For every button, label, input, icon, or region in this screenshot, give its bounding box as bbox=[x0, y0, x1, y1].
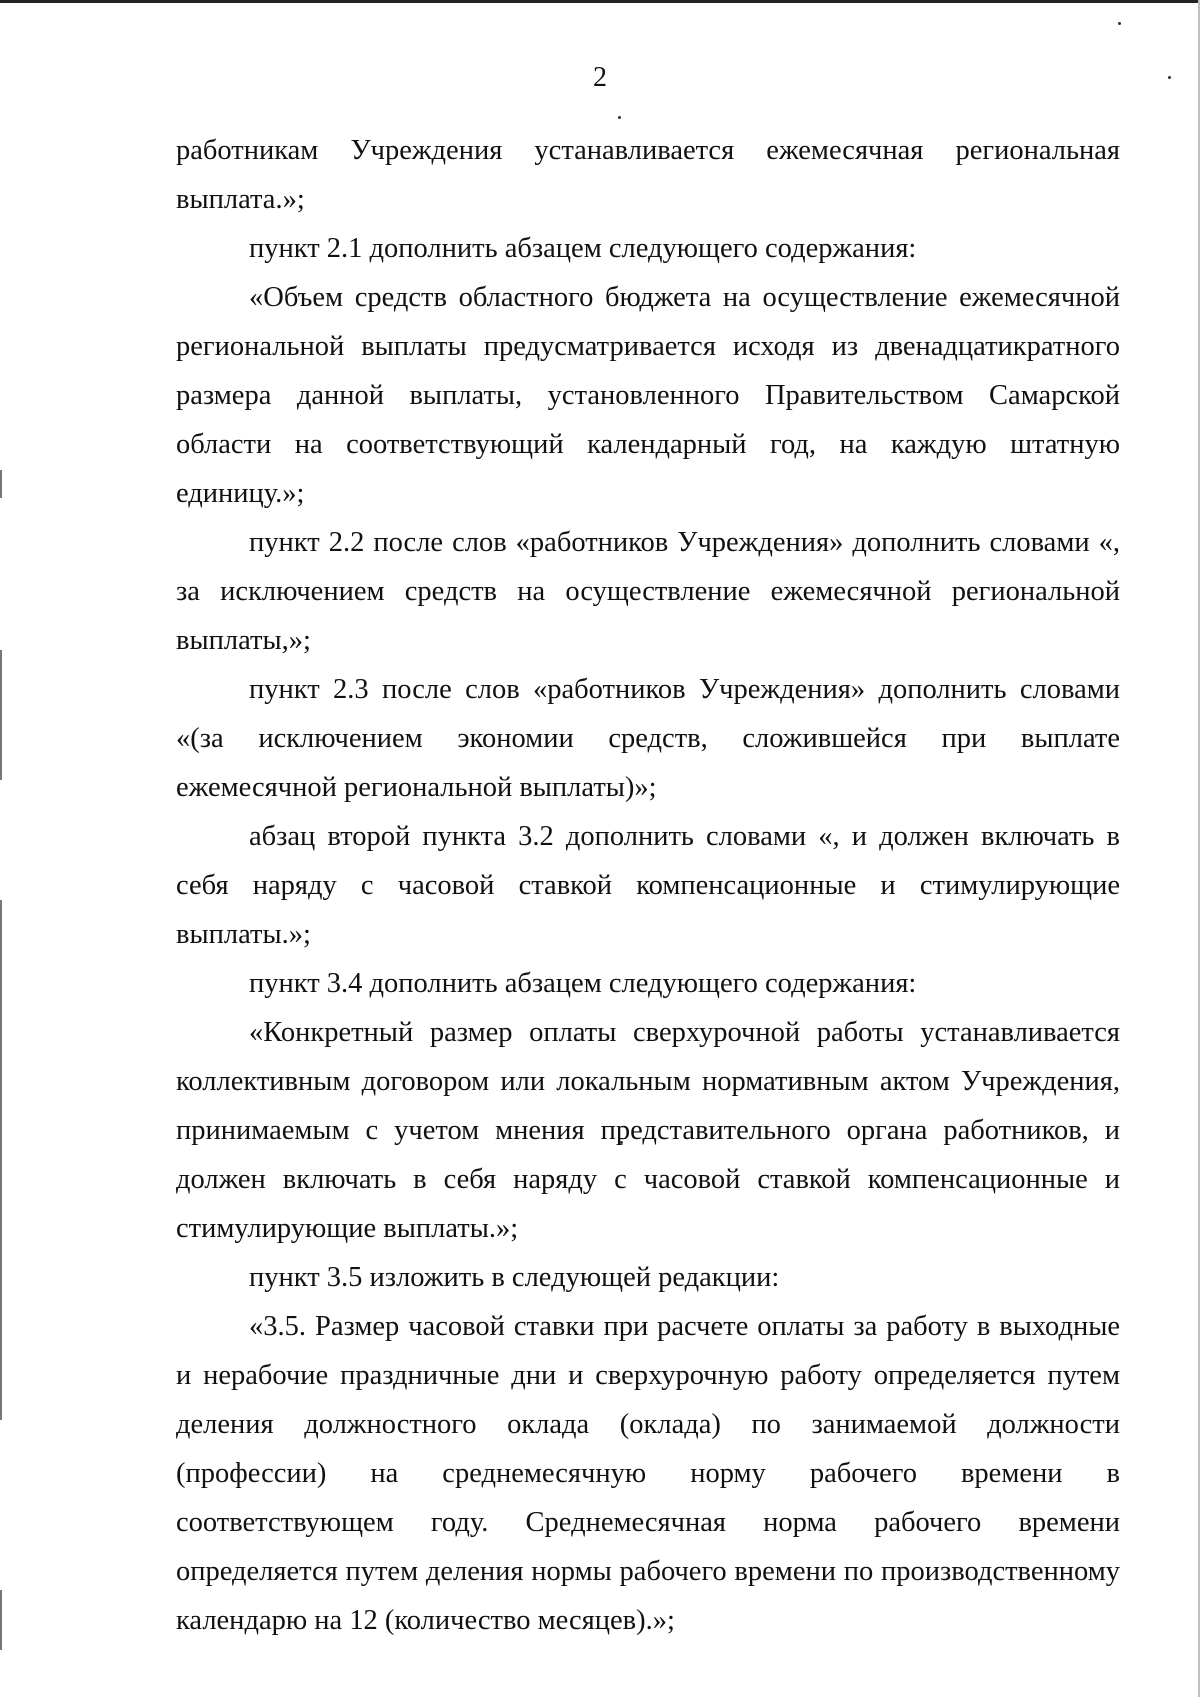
scan-speck bbox=[1118, 22, 1121, 25]
page-number: 2 bbox=[593, 62, 607, 93]
scan-left-mark bbox=[0, 1590, 2, 1650]
paragraph: «Объем средств областного бюджета на осуществление ежемесячной региональной выплаты предусматривается исходя из двенадцатикратного размера данной выплаты, установленного Правительством Самарской области на соответствующий календарный год, на каждую штатную единицу.»; bbox=[176, 282, 1120, 509]
paragraph: пункт 3.4 дополнить абзацем следующего содержания: bbox=[249, 968, 917, 999]
paragraph: пункт 2.1 дополнить абзацем следующего содержания: bbox=[249, 233, 917, 264]
paragraph: выплата.»; bbox=[176, 184, 305, 215]
scan-left-mark bbox=[0, 900, 2, 1420]
paragraph: пункт 2.2 после слов «работников Учреждения» дополнить словами «, за исключением средств на осуществление ежемесячной региональной выплаты,»; bbox=[176, 527, 1120, 656]
scan-left-mark bbox=[0, 650, 2, 780]
paragraph: «Конкретный размер оплаты сверхурочной работы устанавливается коллективным договором или локальным нормативным актом Учреждения, принимаемым с учетом мнения представительного органа работников, и должен включать в себя наряду с часовой ставкой компенсационные и стимулирующие выплаты.»; bbox=[176, 1017, 1120, 1244]
scan-left-mark bbox=[0, 470, 2, 498]
paragraph: пункт 2.3 после слов «работников Учреждения» дополнить словами «(за исключением экономии средств, сложившейся при выплате ежемесячной региональной выплаты)»; bbox=[176, 674, 1120, 803]
paragraph: работникам Учреждения устанавливается ежемесячная региональная bbox=[176, 135, 1120, 166]
paragraph: пункт 3.5 изложить в следующей редакции: bbox=[249, 1262, 780, 1293]
paragraph: «3.5. Размер часовой ставки при расчете оплаты за работу в выходные и нерабочие праздничные дни и сверхурочную работу определяется путем деления должностного оклада (оклада) по занимаемой должности (профессии) на среднемесячную норму рабочего времени в соответствующем году. Среднемесячная норма рабочего времени определяется путем деления нормы рабочего времени по производственному календарю на 12 (количество месяцев).»; bbox=[176, 1311, 1120, 1636]
paragraph: абзац второй пункта 3.2 дополнить словами «, и должен включать в себя наряду с часовой ставкой компенсационные и стимулирующие выплаты.»; bbox=[176, 821, 1120, 950]
scan-top-edge bbox=[0, 0, 1200, 3]
scan-speck bbox=[618, 116, 621, 119]
document-body bbox=[176, 126, 1120, 1645]
